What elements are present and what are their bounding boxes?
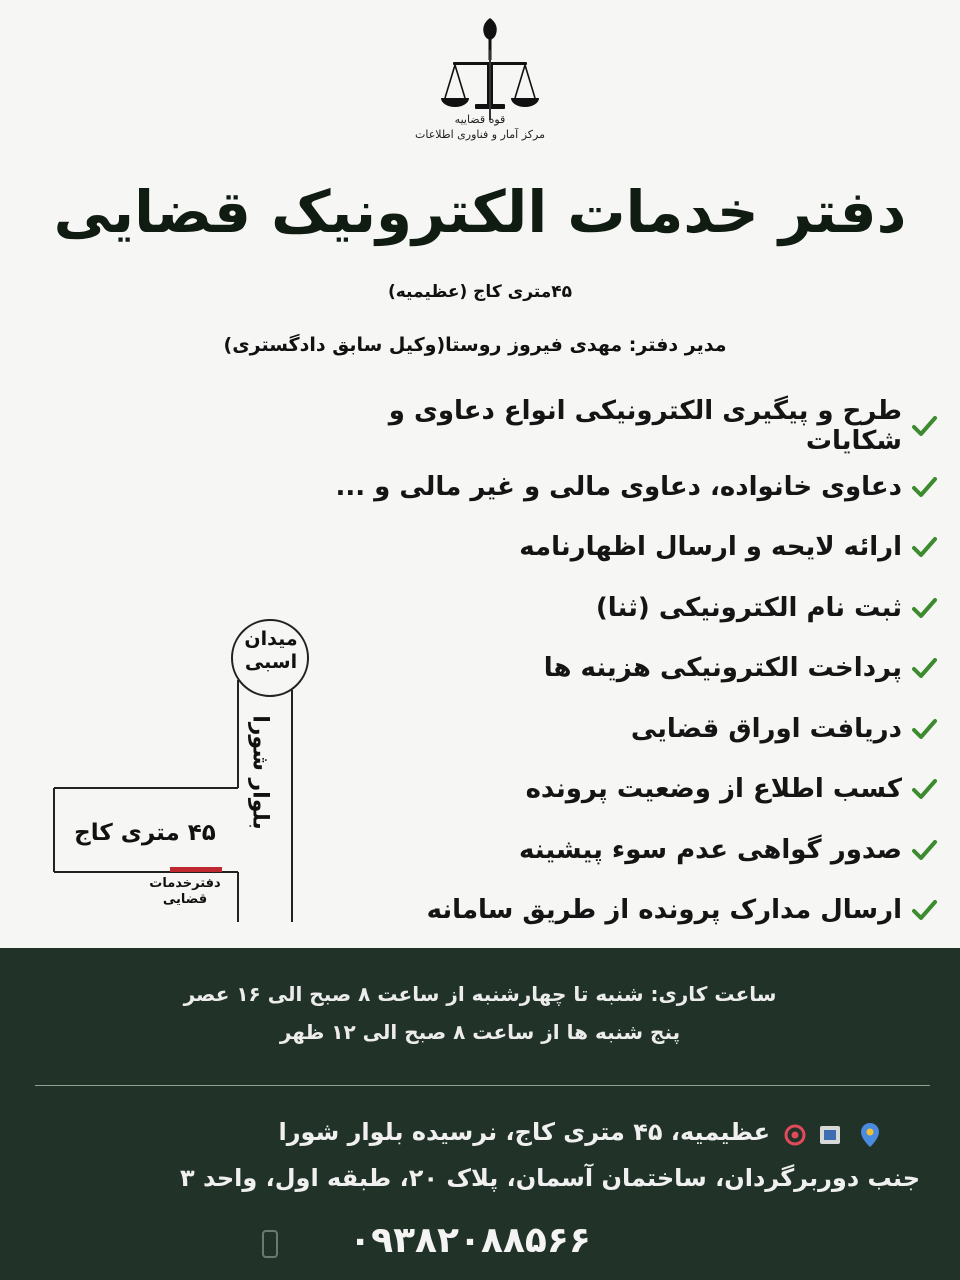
checkmark-icon — [910, 654, 938, 682]
service-label: پرداخت الکترونیکی هزینه ها — [543, 653, 902, 684]
phone-icon — [262, 1230, 278, 1258]
service-label: دعاوی خانواده، دعاوی مالی و غیر مالی و ... — [335, 471, 902, 502]
service-item — [318, 699, 938, 760]
instagram-icon — [786, 1126, 804, 1144]
service-label: ثبت نام الکترونیکی (ثنا) — [595, 592, 902, 623]
emblem-caption-line1: قوه قضاییه — [454, 113, 506, 126]
services-list — [318, 396, 938, 941]
emblem-caption — [410, 112, 550, 142]
location-pin-icon — [861, 1123, 879, 1147]
service-item — [318, 638, 938, 699]
service-item — [318, 396, 938, 457]
address-line-2: جنب دوربرگردان، ساختمان آسمان، پلاک ۲۰، طبقه اول، واحد ۳ — [179, 1164, 920, 1192]
contact-icons — [780, 1120, 890, 1150]
square-label-line1: میدان — [244, 628, 298, 650]
location-subtitle: ۴۵متری کاج (عظیمیه) — [387, 282, 573, 302]
office-label-line2: قضایی — [162, 892, 208, 907]
service-label: ارسال مدارک پرونده از طریق سامانه — [426, 895, 902, 926]
service-label: دریافت اوراق قضایی — [630, 713, 902, 744]
gallery-icon — [820, 1126, 840, 1144]
office-label-line1: دفترخدمات — [149, 876, 221, 891]
address-line-1: عظیمیه، ۴۵ متری کاج، نرسیده بلوار شورا — [278, 1118, 770, 1146]
working-hours-weekdays: ساعت کاری: شنبه تا چهارشنبه از ساعت ۸ صبح الی ۱۶ عصر — [183, 982, 777, 1006]
location-map — [40, 610, 340, 930]
checkmark-icon — [910, 412, 938, 440]
page-title: دفتر خدمات الکترونیک قضایی — [53, 178, 907, 246]
service-item — [318, 820, 938, 881]
checkmark-icon — [910, 715, 938, 743]
service-item — [318, 517, 938, 578]
emblem-caption-line2: مرکز آمار و فناوری اطلاعات — [415, 128, 545, 141]
checkmark-icon — [910, 836, 938, 864]
street-label: ۴۵ متری کاج — [74, 820, 216, 846]
office-manager: مدیر دفتر: مهدی فیروز روستا(وکیل سابق دادگستری) — [223, 334, 727, 356]
square-label-line2: اسبی — [244, 651, 298, 673]
working-hours-thursday: پنج شنبه ها از ساعت ۸ صبح الی ۱۲ ظهر — [279, 1020, 681, 1044]
checkmark-icon — [910, 533, 938, 561]
service-item — [318, 457, 938, 518]
checkmark-icon — [910, 896, 938, 924]
square-label — [234, 628, 308, 674]
boulevard-label: بلوار شورا — [247, 715, 273, 830]
checkmark-icon — [910, 594, 938, 622]
checkmark-icon — [910, 473, 938, 501]
service-label: ارائه لایحه و ارسال اظهارنامه — [519, 532, 902, 563]
phone-number[interactable]: ۰۹۳۸۲۰۸۸۵۶۶ — [349, 1220, 591, 1261]
service-item — [318, 759, 938, 820]
service-item — [318, 578, 938, 639]
service-label: صدور گواهی عدم سوء پیشینه — [519, 834, 902, 865]
service-item — [318, 880, 938, 941]
footer-panel — [0, 948, 960, 1280]
service-label: طرح و پیگیری الکترونیکی انواع دعاوی و شکایات — [388, 396, 902, 457]
checkmark-icon — [910, 775, 938, 803]
office-marker — [170, 867, 222, 872]
office-label — [130, 876, 240, 908]
footer-divider — [35, 1085, 930, 1086]
service-label: کسب اطلاع از وضعیت پرونده — [525, 774, 902, 805]
